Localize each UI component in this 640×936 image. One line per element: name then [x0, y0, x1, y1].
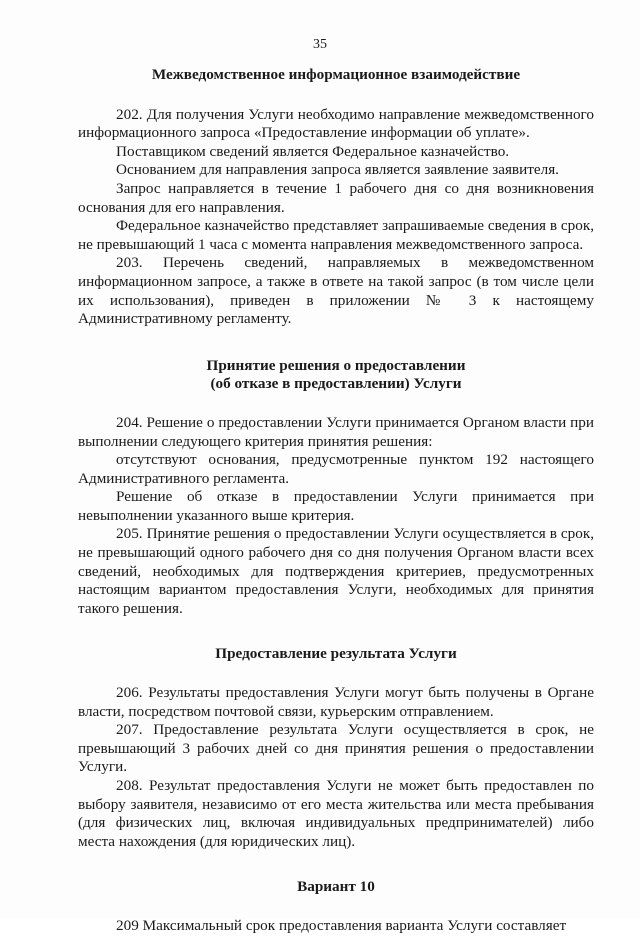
page-number: 35 — [313, 37, 327, 52]
section-heading-decision — [78, 357, 594, 394]
section-heading-variant-10: Вариант 10 — [297, 878, 375, 896]
paragraph-basis: Основанием для направления запроса является заявление заявителя. — [116, 161, 559, 179]
section-heading-result: Предоставление результата Услуги — [215, 645, 457, 663]
paragraph-criterion: отсутствуют основания, предусмотренные пунктом 192 настоящего Административного регламента. — [78, 451, 594, 487]
paragraph-208: 208. Результат предоставления Услуги не может быть предоставлен по выбору заявителя, независимо от его места жительства или места пребывания (для физических лиц, включая индивидуальных предпринимателей) либо места нахождения (для юридических лиц). — [78, 777, 594, 850]
paragraph-supplier: Поставщиком сведений является Федеральное казначейство. — [116, 142, 510, 160]
paragraph-request-term: Запрос направляется в течение 1 рабочего дня со дня возникновения основания для его направления. — [78, 179, 594, 216]
document-body — [78, 66, 594, 936]
paragraph-treasury: Федеральное казначейство представляет запрашиваемые сведения в срок, не превышающий 1 часа с момента направления межведомственного запроса. — [78, 217, 594, 253]
section-heading-decision-line1: Принятие решения о предоставлении — [206, 356, 466, 374]
paragraph-203: 203. Перечень сведений, направляемых в межведомственном информационном запросе, а также в ответе на такой запрос (в том числе цели их использования), приведен в приложении № 3 к настоящему Административному регламенту. — [78, 254, 594, 328]
paragraph-205: 205. Принятие решения о предоставлении Услуги осуществляется в срок, не превышающий одного рабочего дня со дня получения Органом власти всех сведений, необходимых для подтверждения критериев, предусмотренных настоящим вариантом предоставления Услуги, необходимых для принятия такого решения. — [78, 525, 594, 617]
section-heading-interagency: Межведомственное информационное взаимодействие — [151, 66, 521, 83]
paragraph-206: 206. Результаты предоставления Услуги могут быть получены в Органе власти, посредством почтовой связи, курьерским отправлением. — [78, 684, 594, 720]
paragraph-207: 207. Предоставление результата Услуги осуществляется в срок, не превышающий 3 рабочих дней со дня принятия решения о предоставлении Услуги. — [78, 721, 594, 776]
paragraph-202: 202. Для получения Услуги необходимо направление межведомственного информационного запроса «Предоставление информации об уплате». — [78, 105, 594, 142]
paragraph-209: 209 Максимальный срок предоставления варианта Услуги составляет — [116, 916, 567, 934]
paragraph-204: 204. Решение о предоставлении Услуги принимается Органом власти при выполнении следующего критерия принятия решения: — [78, 413, 594, 450]
section-heading-decision-line2: (об отказе в предоставлении) Услуги — [210, 375, 462, 393]
paragraph-refusal: Решение об отказе в предоставлении Услуги принимается при невыполнении указанного выше критерия. — [78, 488, 594, 524]
